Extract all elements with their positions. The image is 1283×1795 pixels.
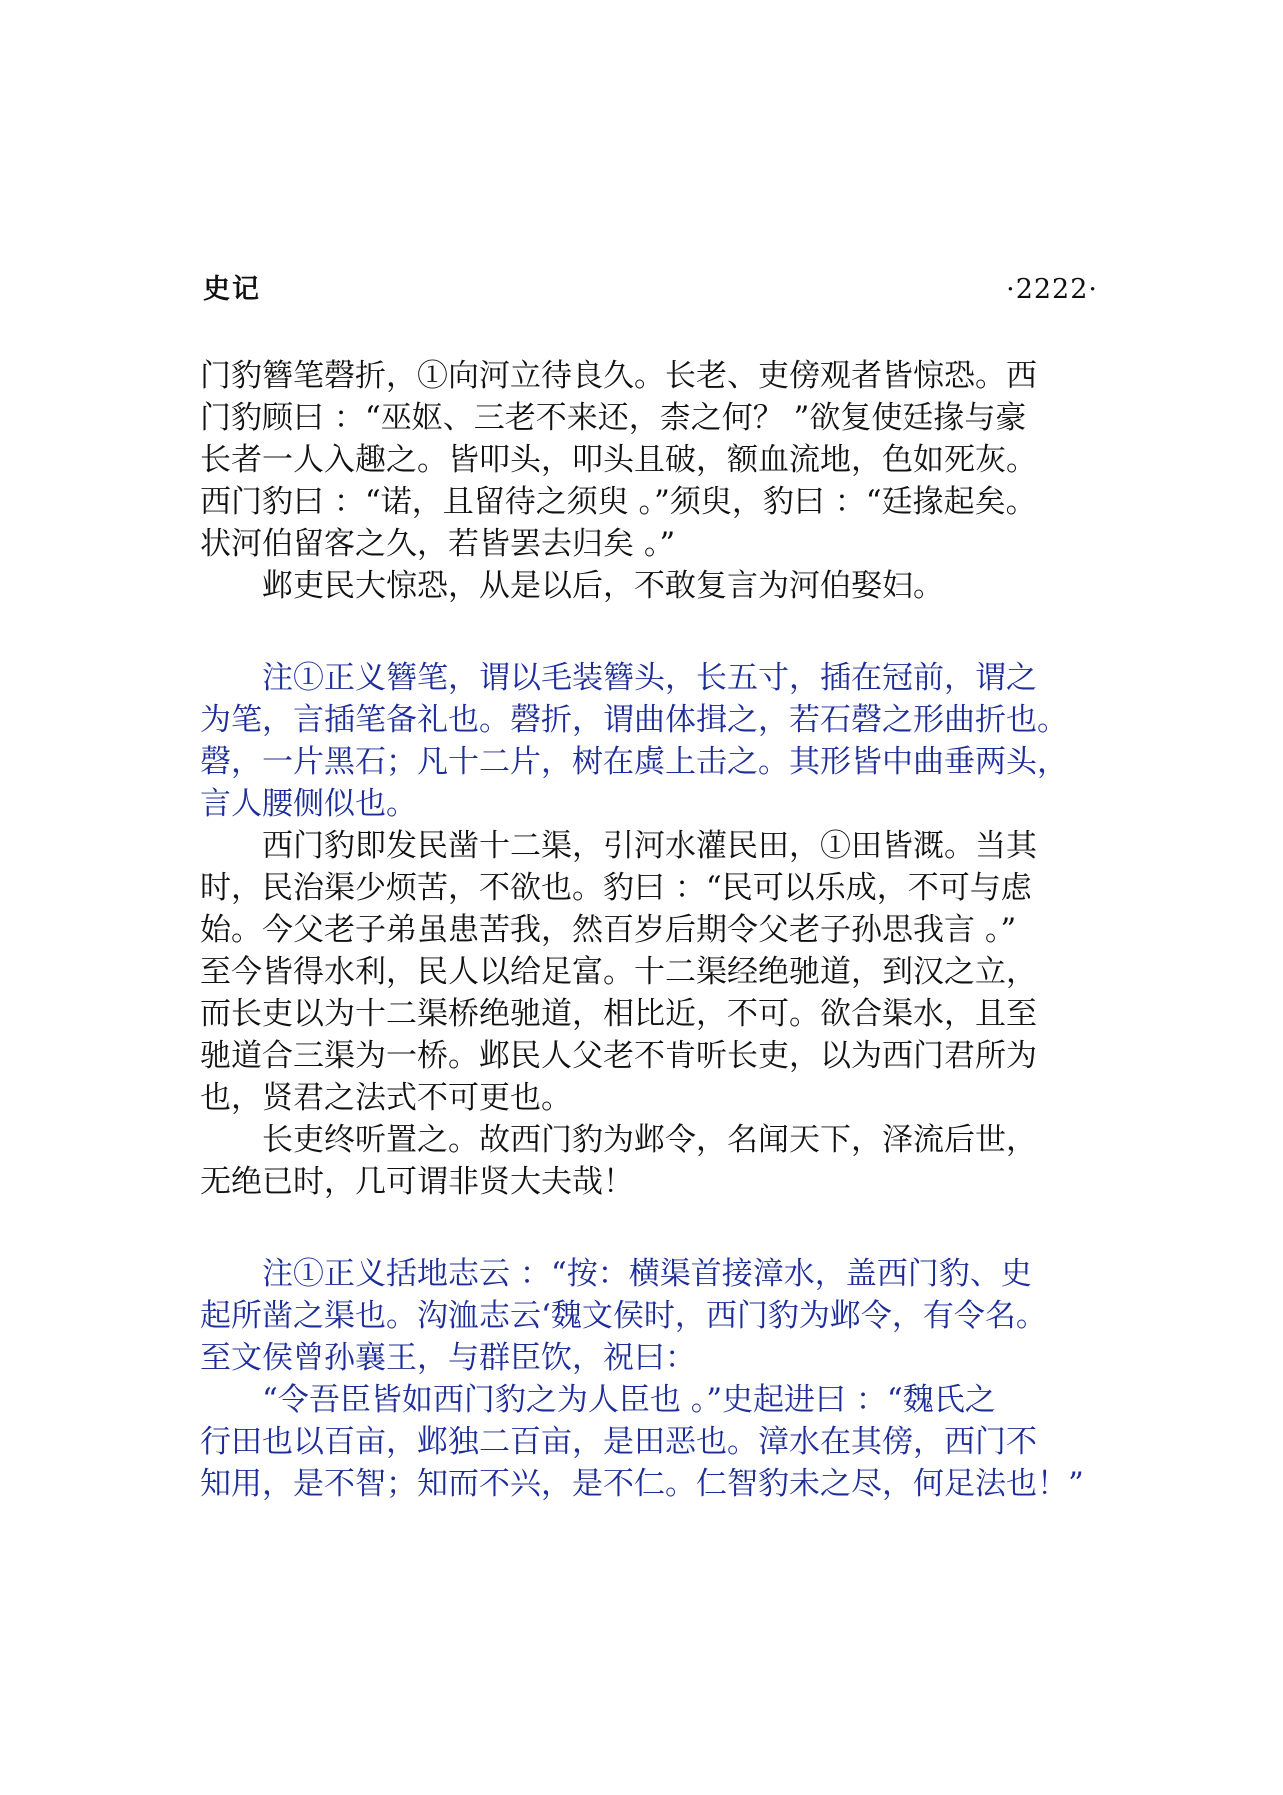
note-line: “令吾臣皆如西门豹之为人臣也 。”史起进曰 ：“魏氏之 [200,1382,996,1418]
note-line: 至文侯曾孙襄王，与群臣饮，祝曰： [200,1340,696,1376]
text-line: 至今皆得水利，民人以给足富。十二渠经绝驰道，到汉之立， [200,954,1037,990]
note-line: 为笔，言插笔备礼也。磬折，谓曲体揖之，若石磬之形曲折也。 [200,702,1068,738]
block-gap [200,607,1160,657]
main-text-block [200,355,1160,607]
page-body [200,355,1160,1505]
text-line: 长吏终听置之。故西门豹为邺令，名闻天下，泽流后世， [200,1122,1037,1158]
note-line: 磬，一片黑石；凡十二片，树在虡上击之。其形皆中曲垂两头， [200,744,1068,780]
page-header [203,270,1098,310]
page-number: ·2222· [1006,274,1098,305]
block-gap [200,1203,1160,1253]
note-line: 注①正义括地志云 ：“按：横渠首接漳水，盖西门豹、史 [200,1256,1032,1292]
text-line: 驰道合三渠为一桥。邺民人父老不肯听长吏，以为西门君所为 [200,1038,1037,1074]
note-line: 行田也以百亩，邺独二百亩，是田恶也。漳水在其傍，西门不 [200,1424,1037,1460]
text-line: 始。今父老子弟虽患苦我，然百岁后期令父老子孙思我言 。” [200,912,1017,948]
text-line: 西门豹即发民凿十二渠，引河水灌民田，①田皆溉。当其 [200,828,1037,864]
note-line: 起所凿之渠也。沟洫志云‘魏文侯时，西门豹为邺令，有令名。 [200,1298,1047,1334]
book-title: 史记 [203,274,261,305]
text-line: 无绝已时，几可谓非贤大夫哉！ [200,1164,634,1200]
note-line: 注①正义簪笔，谓以毛装簪头，长五寸，插在冠前，谓之 [200,660,1037,696]
text-line: 时，民治渠少烦苦，不欲也。豹曰 ：“民可以乐成，不可与虑 [200,870,1032,906]
note-line: 知用，是不智；知而不兴，是不仁。仁智豹未之尽，何足法也！” [200,1466,1084,1502]
annotation-block [200,1253,1160,1505]
text-line: 门豹顾曰 ：“巫妪、三老不来还，柰之何？ ”欲复使廷掾与豪 [200,400,1027,436]
text-line: 状河伯留客之久，若皆罢去归矣 。” [200,526,676,562]
text-line: 而长吏以为十二渠桥绝驰道，相比近，不可。欲合渠水，且至 [200,996,1037,1032]
text-line: 邺吏民大惊恐，从是以后，不敢复言为河伯娶妇。 [200,568,944,604]
text-line: 也，贤君之法式不可更也。 [200,1080,572,1116]
note-line: 言人腰侧似也。 [200,786,417,822]
text-line: 门豹簪笔磬折，①向河立待良久。长老、吏傍观者皆惊恐。西 [200,358,1037,394]
text-line: 西门豹曰 ：“诺，且留待之须臾 。”须臾，豹曰 ：“廷掾起矣。 [200,484,1037,520]
main-text-block [200,825,1160,1203]
annotation-block [200,657,1160,825]
text-line: 长者一人入趣之。皆叩头，叩头且破，额血流地，色如死灰。 [200,442,1037,478]
